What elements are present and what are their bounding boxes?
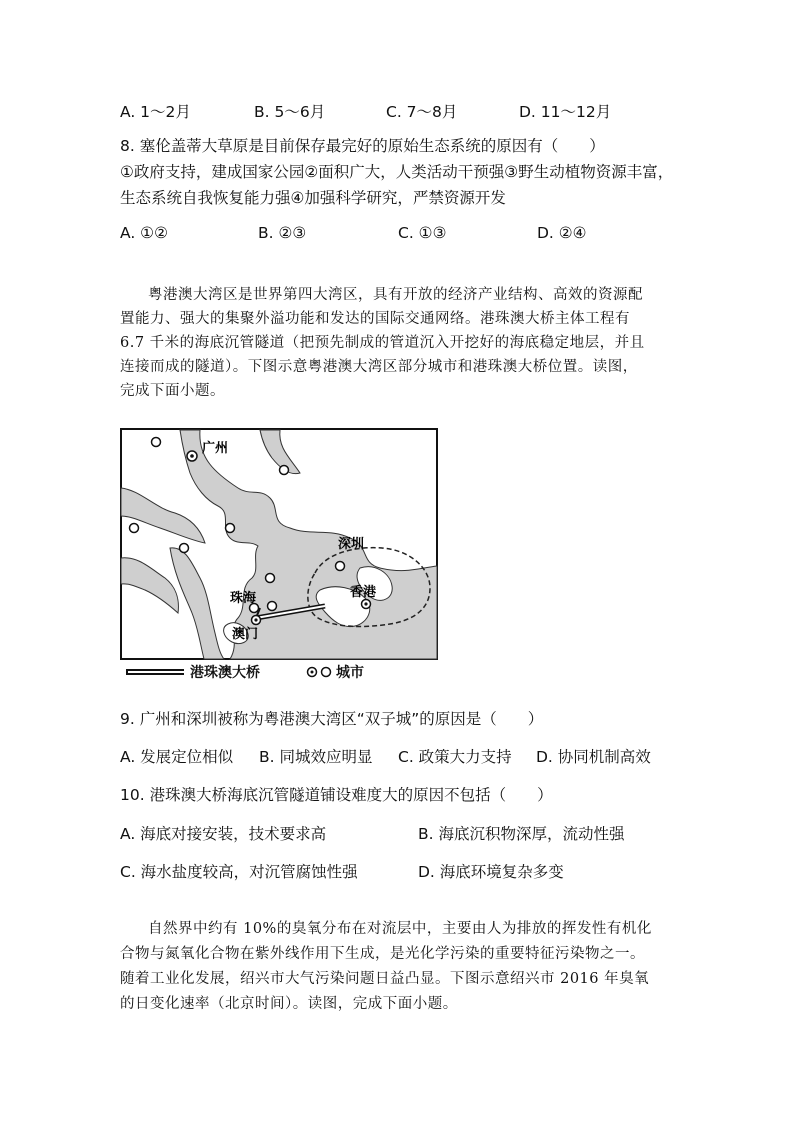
q8-option-c: C. ①③	[398, 224, 447, 242]
city-marker	[280, 466, 289, 475]
passage2-line1: 自然界中约有 10%的臭氧分布在对流层中，主要由人为排放的挥发性有机化	[148, 921, 652, 937]
greater-bay-area-map	[120, 428, 438, 660]
q9-option-d: D. 协同机制高效	[536, 748, 651, 766]
passage2-line2: 合物与氮氧化合物在紫外线作用下生成，是光化学污染的重要特征污染物之一。	[120, 946, 645, 962]
q10-option-d: D. 海底环境复杂多变	[418, 863, 564, 881]
city-marker	[266, 574, 275, 583]
q7-option-c: C. 7～8月	[386, 103, 458, 121]
passage2-line3: 随着工业化发展，绍兴市大气污染问题日益凸显。下图示意绍兴市 2016 年臭氧	[120, 971, 650, 987]
q10-option-c: C. 海水盐度较高，对沉管腐蚀性强	[120, 863, 358, 881]
label-shenzhen: 深圳	[338, 537, 365, 552]
passage1-line1: 粤港澳大湾区是世界第四大湾区，具有开放的经济产业结构、高效的资源配	[148, 287, 643, 303]
label-zhuhai: 珠海	[230, 591, 257, 606]
q8-option-b: B. ②③	[258, 224, 307, 242]
q10-option-a: A. 海底对接安装，技术要求高	[120, 825, 327, 843]
passage1-line3: 6.7 千米的海底沉管隧道（把预先制成的管道沉入开挖好的海底稳定地层，并且	[120, 335, 645, 351]
city-marker	[130, 524, 139, 533]
label-guangzhou: 广州	[202, 441, 229, 456]
passage1-line5: 完成下面小题。	[120, 383, 225, 399]
legend-bridge-label: 港珠澳大桥	[190, 665, 260, 681]
legend-city-label: 城市	[336, 665, 364, 681]
q9-option-c: C. 政策大力支持	[398, 748, 512, 766]
label-hongkong: 香港	[350, 585, 377, 600]
label-macau: 澳门	[232, 627, 259, 642]
city-marker-hongkong	[362, 600, 371, 609]
legend-bridge-symbol	[124, 666, 186, 678]
q8-line3: 生态系统自我恢复能力强④加强科学研究，严禁资源开发	[120, 189, 506, 207]
q8-stem: 8. 塞伦盖蒂大草原是目前保存最完好的原始生态系统的原因有（ ）	[120, 137, 605, 155]
q10-stem: 10. 港珠澳大桥海底沉管隧道铺设难度大的原因不包括（ ）	[120, 786, 553, 804]
q8-option-d: D. ②④	[537, 224, 587, 242]
city-marker-guangzhou	[187, 451, 197, 461]
city-marker-macau	[252, 616, 261, 625]
q9-option-a: A. 发展定位相似	[120, 748, 234, 766]
city-marker	[152, 438, 161, 447]
q7-option-a: A. 1～2月	[120, 103, 191, 121]
city-marker	[268, 602, 277, 611]
city-marker	[226, 524, 235, 533]
city-marker	[180, 544, 189, 553]
passage2-line4: 的日变化速率（北京时间）。读图，完成下面小题。	[120, 996, 458, 1012]
q7-option-b: B. 5～6月	[254, 103, 326, 121]
q10-option-b: B. 海底沉积物深厚，流动性强	[418, 825, 625, 843]
q9-stem: 9. 广州和深圳被称为粤港澳大湾区“双子城”的原因是（ ）	[120, 710, 544, 728]
legend-city-symbol	[306, 666, 336, 678]
q8-line2: ①政府支持，建成国家公园②面积广大，人类活动干预强③野生动植物资源丰富，	[120, 163, 674, 181]
q8-option-a: A. ①②	[120, 224, 168, 242]
passage1-line4: 连接而成的隧道）。下图示意粤港澳大湾区部分城市和港珠澳大桥位置。读图，	[120, 359, 638, 375]
city-marker-shenzhen	[336, 562, 345, 571]
passage1-line2: 置能力、强大的集聚外溢功能和发达的国际交通网络。港珠澳大桥主体工程有	[120, 311, 630, 327]
q9-option-b: B. 同城效应明显	[259, 748, 373, 766]
q7-option-d: D. 11～12月	[519, 103, 612, 121]
